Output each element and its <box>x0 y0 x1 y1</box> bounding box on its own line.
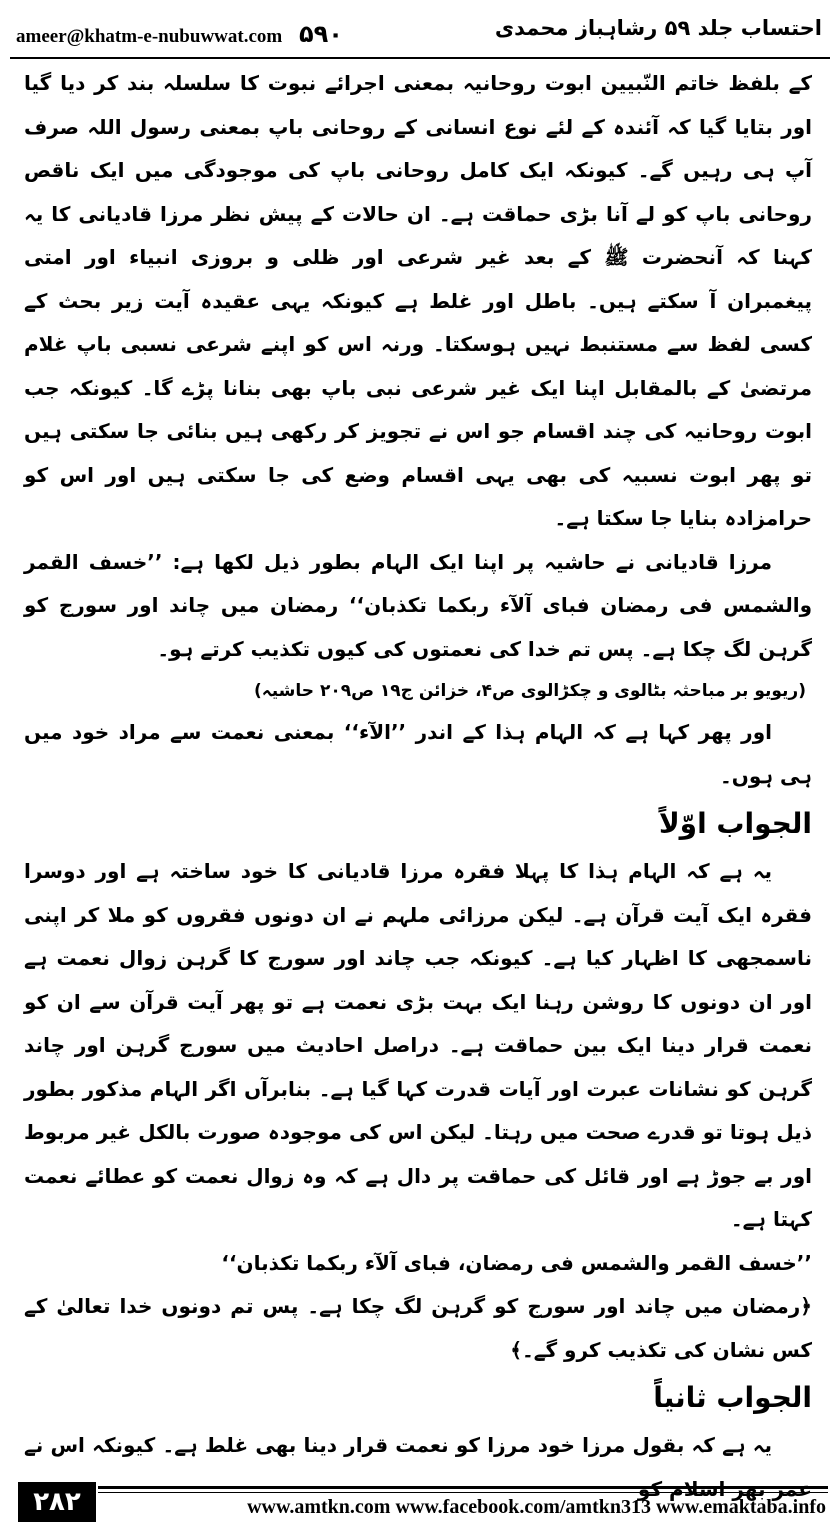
footer-rule-thin <box>98 1492 828 1493</box>
reference-citation: (ریویو بر مباحثہ بٹالوی و چکڑالوی ص۴، خزائن ج۱۹ ص۲۰۹ حاشیہ) <box>254 681 806 701</box>
paragraph-3: اور پھر کہا ہے کہ الہام ہذا کے اندر ’’الآء‘‘ بمعنی نعمت سے مراد خود میں ہی ہوں۔ <box>24 720 812 788</box>
paragraph-2: مرزا قادیانی نے حاشیہ پر اپنا ایک الہام بطور ذیل لکھا ہے: ’’خسف القمر والشمس فی رمضان فبای آلآء ربکما تکذبان‘‘ رمضان میں چاند اور سورج کو گرہن لگ چکا ہے۔ پس تم خدا کی نعمتوں کی کیوں تکذیب کرتے ہو۔ <box>24 549 812 661</box>
heading-second-answer: الجواب ثانیاً <box>653 1381 812 1414</box>
header-book-title: احتساب جلد ۵۹ رشاہباز محمدی <box>494 16 822 40</box>
paragraph-6: یہ ہے کہ بقول مرزا خود مرزا کو نعمت قرار دینا بھی غلط ہے۔ کیونکہ اس نے عمر بھر اسلام کو <box>24 1433 812 1501</box>
page-header <box>10 6 830 56</box>
footer-rule <box>98 1486 828 1489</box>
header-page-number: ۵۹۰ <box>298 20 343 48</box>
header-left <box>16 20 343 48</box>
arabic-quote: ’’خسف القمر والشمس فی رمضان، فبای آلآء ربکما تکذبان‘‘ <box>221 1250 812 1275</box>
paragraph-1: کے بلفظ خاتم النّبیین ابوت روحانیہ بمعنی اجرائے نبوت کا سلسلہ بند کر دیا گیا اور بتایا گیا کہ آئندہ کے لئے نوع انسانی کے روحانی باپ بمعنی رسول اللہ صرف آپ ہی رہیں گے۔ کیونکہ ایک کامل روحانی باپ کی موجودگی میں ایک ناقص روحانی باپ کو لے آنا بڑی حماقت ہے۔ ان حالات کے پیش نظر مرزا قادیانی کا یہ کہنا کہ آنحضرت ﷺ کے بعد غیر شرعی اور ظلی و بروزی انبیاء اور امتی پیغمبران آ سکتے ہیں۔ باطل اور غلط ہے کیونکہ یہی عقیدہ آیت زیر بحث کے کسی لفظ سے مستنبط نہیں ہوسکتا۔ ورنہ اس کو اپنے شرعی نسبی باپ غلام مرتضیٰ کے بالمقابل اپنا ایک غیر شرعی نبی باپ بھی بنانا پڑے گا۔ کیونکہ جب ابوت روحانیہ کی چند اقسام جو اس نے تجویز کر رکھی ہیں بنائی جا سکتی ہیں تو پھر ابوت نسبیہ کی بھی یہی اقسام وضع کی جا سکتی ہیں اور اس کو حرامزادہ بنایا جا سکتا ہے۔ <box>24 71 812 530</box>
heading-first-answer: الجواب اوّلاً <box>658 807 812 840</box>
page-body <box>24 62 812 1511</box>
footer-links[interactable]: www.amtkn.com www.facebook.com/amtkn313 www.emaktaba.info <box>247 1496 826 1518</box>
footer-page-number: ۲۸۲ <box>18 1482 96 1522</box>
header-email: ameer@khatm-e-nubuwwat.com <box>16 26 283 47</box>
paragraph-5: ﴿رمضان میں چاند اور سورج کو گرہن لگ چکا ہے۔ پس تم دونوں خدا تعالیٰ کے کس نشان کی تکذیب کرو گے۔﴾ <box>24 1294 812 1362</box>
header-rule <box>10 57 830 59</box>
paragraph-4: یہ ہے کہ الہام ہذا کا پہلا فقرہ مرزا قادیانی کا خود ساختہ ہے اور دوسرا فقرہ ایک آیت قرآن ہے۔ لیکن مرزائی ملہم نے ان دونوں فقروں کو ملا کر اپنی ناسمجھی کا اظہار کیا ہے۔ کیونکہ جب چاند اور سورج کا گرہن زوال نعمت ہے اور ان دونوں کا روشن رہنا ایک بہت بڑی نعمت ہے تو پھر آیت قرآن سے ان کو نعمت قرار دینا ایک بین حماقت ہے۔ دراصل احادیث میں سورج گرہن اور چاند گرہن کو نشانات عبرت اور آیات قدرت کہا گیا ہے۔ بنابرآں اگر الہام مذکور بطور ذیل ہوتا تو قدرے صحت میں رہتا۔ لیکن اس کی موجودہ صورت بالکل غیر مربوط اور بے جوڑ ہے اور قائل کی حماقت پر دال ہے کہ وہ زوال نعمت کو عطائے نعمت کہتا ہے۔ <box>24 859 812 1231</box>
